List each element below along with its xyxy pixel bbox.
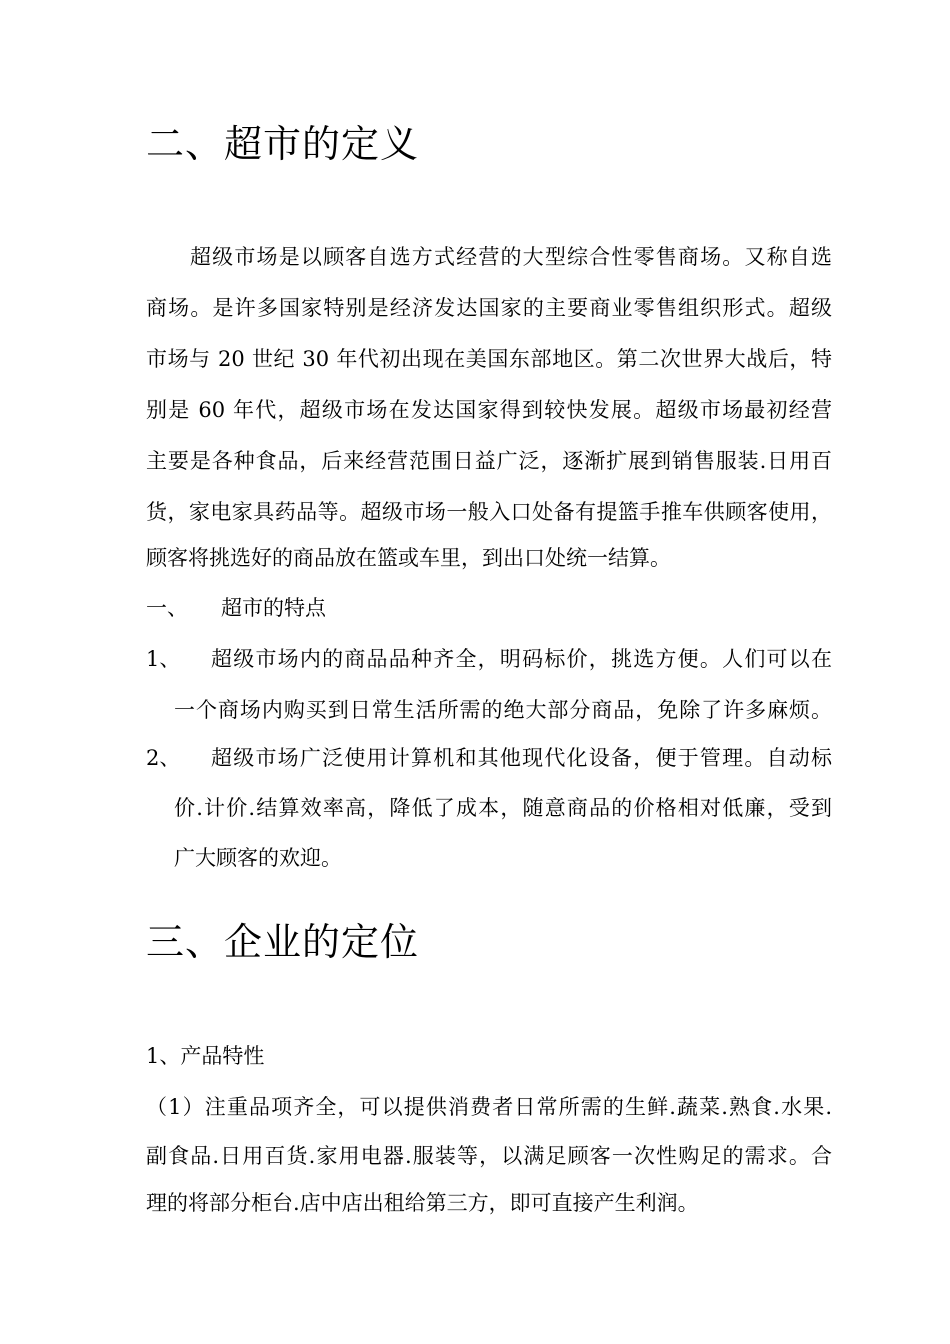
paragraph-line: （1）注重品项齐全，可以提供消费者日常所需的生鲜.蔬菜.熟食.水果. [146,1095,832,1119]
paragraph-line: 别是 60 年代，超级市场在发达国家得到较快发展。超级市场最初经营 [146,398,832,422]
list-item-line: 超级市场内的商品品种齐全，明码标价，挑选方便。人们可以在 [211,647,832,671]
list-item-line: 价.计价.结算效率高，降低了成本，随意商品的价格相对低廉，受到 [174,796,832,820]
list-item-line: 一个商场内购买到日常生活所需的绝大部分商品，免除了许多麻烦。 [174,698,832,722]
paragraph-line: 市场与 20 世纪 30 年代初出现在美国东部地区。第二次世界大战后，特 [146,347,832,371]
paragraph-line: 商场。是许多国家特别是经济发达国家的主要商业零售组织形式。超级 [146,296,832,320]
paragraph-line: 顾客将挑选好的商品放在篮或车里，到出口处统一结算。 [146,546,671,570]
subheading-product-features: 1、产品特性 [146,1044,265,1068]
paragraph-line: 超级市场是以顾客自选方式经营的大型综合性零售商场。又称自选 [190,245,832,269]
paragraph-line: 理的将部分柜台.店中店出租给第三方，即可直接产生利润。 [146,1191,699,1215]
section-heading-definition: 二、超市的定义 [146,122,420,166]
list-item-number: 1、 [146,647,181,671]
list-item-number: 2、 [146,746,181,770]
paragraph-line: 主要是各种食品，后来经营范围日益广泛，逐渐扩展到销售服装.日用百 [146,449,832,473]
paragraph-line: 货，家电家具药品等。超级市场一般入口处备有提篮手推车供顾客使用， [146,500,832,524]
paragraph-line: 副食品.日用百货.家用电器.服装等，以满足顾客一次性购足的需求。合 [146,1144,832,1168]
subheading-number: 一、 [146,596,188,620]
list-item-line: 超级市场广泛使用计算机和其他现代化设备，便于管理。自动标 [211,746,832,770]
list-item-line: 广大顾客的欢迎。 [174,846,342,870]
subheading-features: 超市的特点 [221,596,326,620]
section-heading-positioning: 三、企业的定位 [146,920,420,964]
